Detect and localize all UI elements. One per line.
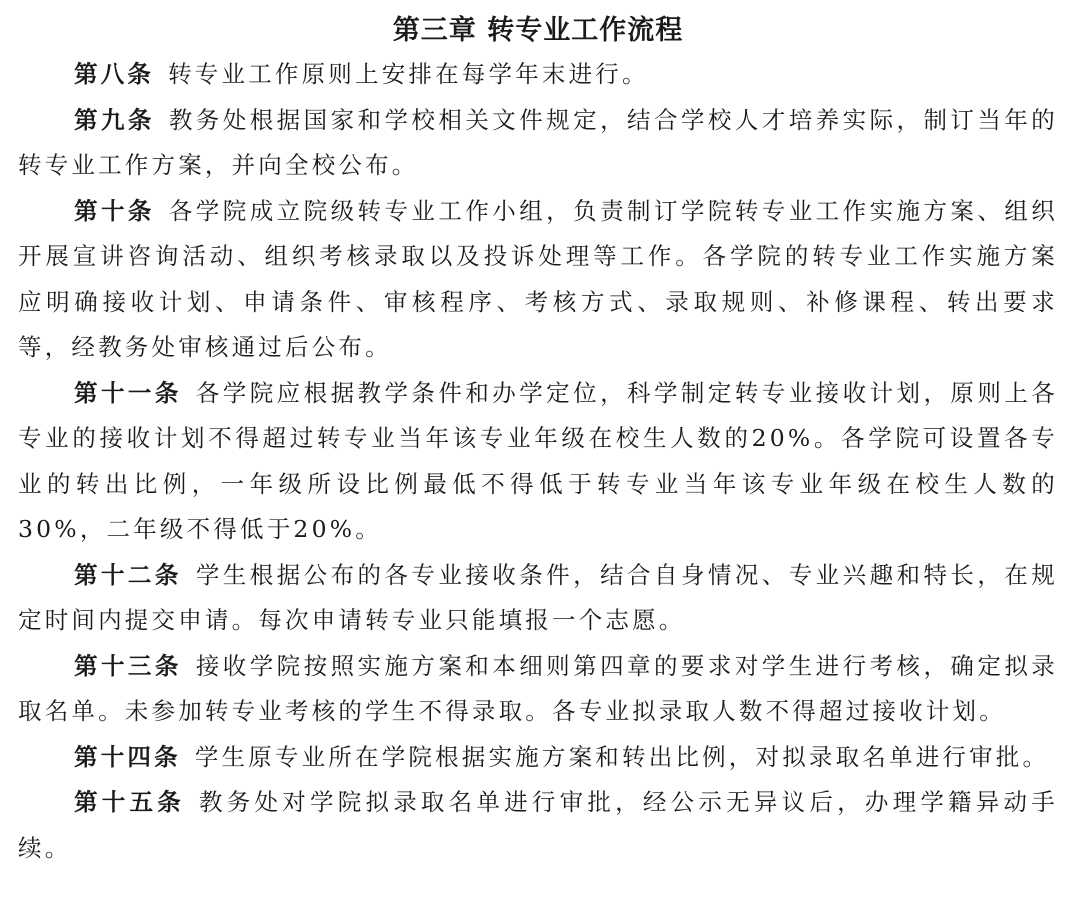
article-number: 第八条 (74, 60, 155, 88)
article-text: 接收学院按照实施方案和本细则第四章的要求对学生进行考核，确定拟录取名单。未参加转专业考核的学生不得录取。各专业拟录取人数不得超过接收计划。 (18, 651, 1058, 725)
article-12 (18, 553, 1058, 644)
article-text: 学生根据公布的各专业接收条件，结合自身情况、专业兴趣和特长，在规定时间内提交申请。每次申请转专业只能填报一个志愿。 (18, 560, 1058, 634)
article-number: 第十条 (74, 196, 155, 225)
article-text: 各学院应根据教学条件和办学定位，科学制定转专业接收计划，原则上各专业的接收计划不得超过转专业当年该专业年级在校生人数的20%。各学院可设置各专业的转出比例，一年级所设比例最低不得低于转专业当年该专业年级在校生人数的30%，二年级不得低于20%。 (18, 378, 1058, 543)
article-11 (18, 371, 1058, 553)
article-text: 学生原专业所在学院根据实施方案和转出比例，对拟录取名单进行审批。 (194, 742, 1050, 771)
article-8 (18, 52, 1058, 98)
article-number: 第十五条 (74, 788, 185, 816)
article-14 (18, 735, 1058, 781)
chapter-title: 第三章 转专业工作流程 (392, 15, 684, 46)
article-15 (18, 780, 1058, 871)
article-text: 转专业工作原则上安排在每学年末进行。 (168, 60, 649, 88)
article-text: 教务处对学院拟录取名单进行审批，经公示无异议后，办理学籍异动手续。 (18, 788, 1058, 862)
article-9 (18, 98, 1058, 189)
article-10 (18, 189, 1058, 371)
article-number: 第十四条 (74, 742, 181, 771)
article-number: 第十二条 (74, 560, 182, 589)
article-text: 各学院成立院级转专业工作小组，负责制订学院转专业工作实施方案、组织开展宣讲咨询活动、组织考核录取以及投诉处理等工作。各学院的转专业工作实施方案应明确接收计划、申请条件、审核程序、考核方式、录取规则、补修课程、转出要求等，经教务处审核通过后公布。 (18, 196, 1058, 361)
article-text: 教务处根据国家和学校相关文件规定，结合学校人才培养实际，制订当年的转专业工作方案，并向全校公布。 (18, 105, 1058, 179)
article-number: 第十三条 (74, 651, 182, 680)
article-number: 第九条 (74, 105, 155, 134)
article-number: 第十一条 (74, 378, 182, 407)
article-13 (18, 644, 1058, 735)
